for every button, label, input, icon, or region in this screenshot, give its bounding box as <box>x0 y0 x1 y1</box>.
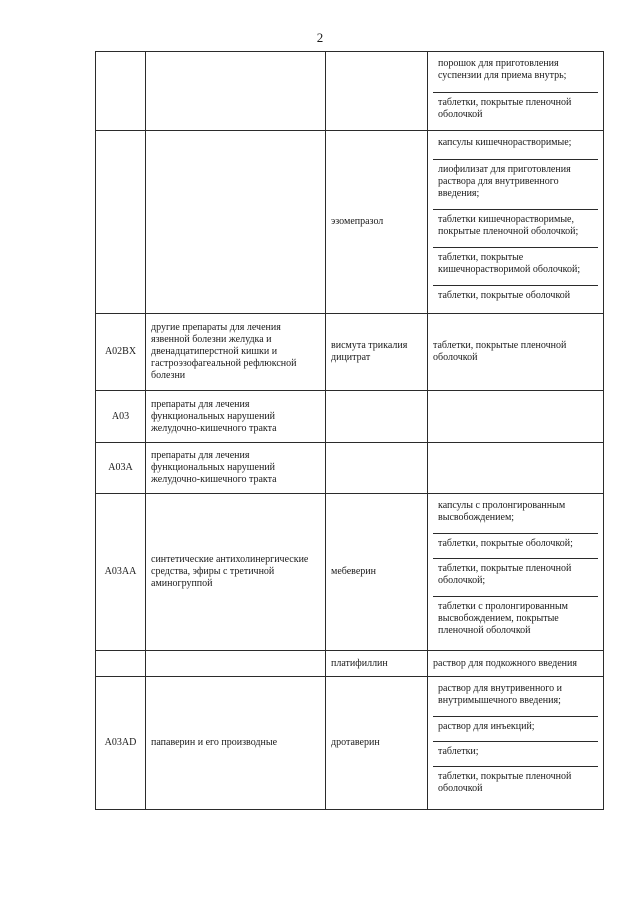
dosage-form-item: раствор для внутривенного и внутримышечного введения; <box>433 679 598 717</box>
atc-code-cell: A03AA <box>96 494 146 651</box>
dosage-forms-cell <box>428 651 604 677</box>
group-name-cell <box>146 131 326 314</box>
table-row <box>96 494 604 651</box>
table-row <box>96 677 604 810</box>
substance-cell <box>326 52 428 131</box>
substance-cell <box>326 443 428 494</box>
table-row <box>96 131 604 314</box>
group-name-cell <box>146 651 326 677</box>
table-row <box>96 314 604 391</box>
table-row <box>96 443 604 494</box>
dosage-forms-cell <box>428 314 604 391</box>
group-name-cell: препараты для лечения функциональных нарушений желудочно-кишечного тракта <box>146 391 326 443</box>
dosage-form-item: таблетки; <box>433 742 598 767</box>
dosage-form-item: таблетки кишечнорастворимые, покрытые пленочной оболочкой; <box>433 210 598 248</box>
dosage-forms-cell <box>428 443 604 494</box>
drug-table <box>95 51 604 810</box>
substance-cell: висмута трикалия дицитрат <box>326 314 428 391</box>
dosage-form-item: таблетки, покрытые пленочной оболочкой; <box>433 559 598 597</box>
dosage-form-item: таблетки, покрытые пленочной оболочкой <box>433 340 567 363</box>
atc-code-cell <box>96 52 146 131</box>
dosage-forms-cell <box>428 131 604 314</box>
atc-code-cell: A02BX <box>96 314 146 391</box>
dosage-form-item: таблетки, покрытые оболочкой <box>438 290 571 301</box>
dosage-forms-cell <box>428 494 604 651</box>
substance-cell: мебеверин <box>326 494 428 651</box>
dosage-forms-cell <box>428 677 604 810</box>
atc-code-cell: A03AD <box>96 677 146 810</box>
dosage-form-item: капсулы кишечнорастворимые; <box>433 133 598 160</box>
atc-code-cell: A03 <box>96 391 146 443</box>
page-number: 2 <box>316 30 324 45</box>
group-name-cell: папаверин и его производные <box>146 677 326 810</box>
dosage-form-item: раствор для подкожного введения <box>433 657 577 669</box>
dosage-form-item: таблетки, покрытые пленочной оболочкой <box>438 97 572 120</box>
group-name-cell: другие препараты для лечения язвенной болезни желудка и двенадцатиперстной кишки и гастроэзофагеальной рефлюксной болезни <box>146 314 326 391</box>
table-row <box>96 52 604 131</box>
substance-cell <box>326 391 428 443</box>
dosage-form-item: порошок для приготовления суспензии для приема внутрь; <box>433 54 598 93</box>
group-name-cell: препараты для лечения функциональных нарушений желудочно-кишечного тракта <box>146 443 326 494</box>
atc-code-cell <box>96 651 146 677</box>
group-name-cell: синтетические антихолинергические средства, эфиры с третичной аминогруппой <box>146 494 326 651</box>
table-row <box>96 391 604 443</box>
substance-cell: дротаверин <box>326 677 428 810</box>
group-name-cell <box>146 52 326 131</box>
substance-cell: платифиллин <box>326 651 428 677</box>
dosage-form-item: капсулы с пролонгированным высвобождением; <box>433 496 598 534</box>
dosage-form-item: таблетки, покрытые оболочкой; <box>433 534 598 559</box>
substance-cell: эзомепразол <box>326 131 428 314</box>
table-row <box>96 651 604 677</box>
dosage-form-item: раствор для инъекций; <box>433 717 598 742</box>
dosage-forms-cell <box>428 391 604 443</box>
dosage-form-item: таблетки, покрытые кишечнорастворимой оболочкой; <box>433 248 598 286</box>
atc-code-cell: A03A <box>96 443 146 494</box>
dosage-form-item: лиофилизат для приготовления раствора для внутривенного введения; <box>433 160 598 210</box>
dosage-form-item: таблетки с пролонгированным высвобождением, покрытые пленочной оболочкой <box>438 601 569 636</box>
dosage-forms-cell <box>428 52 604 131</box>
atc-code-cell <box>96 131 146 314</box>
dosage-form-item: таблетки, покрытые пленочной оболочкой <box>438 771 572 794</box>
